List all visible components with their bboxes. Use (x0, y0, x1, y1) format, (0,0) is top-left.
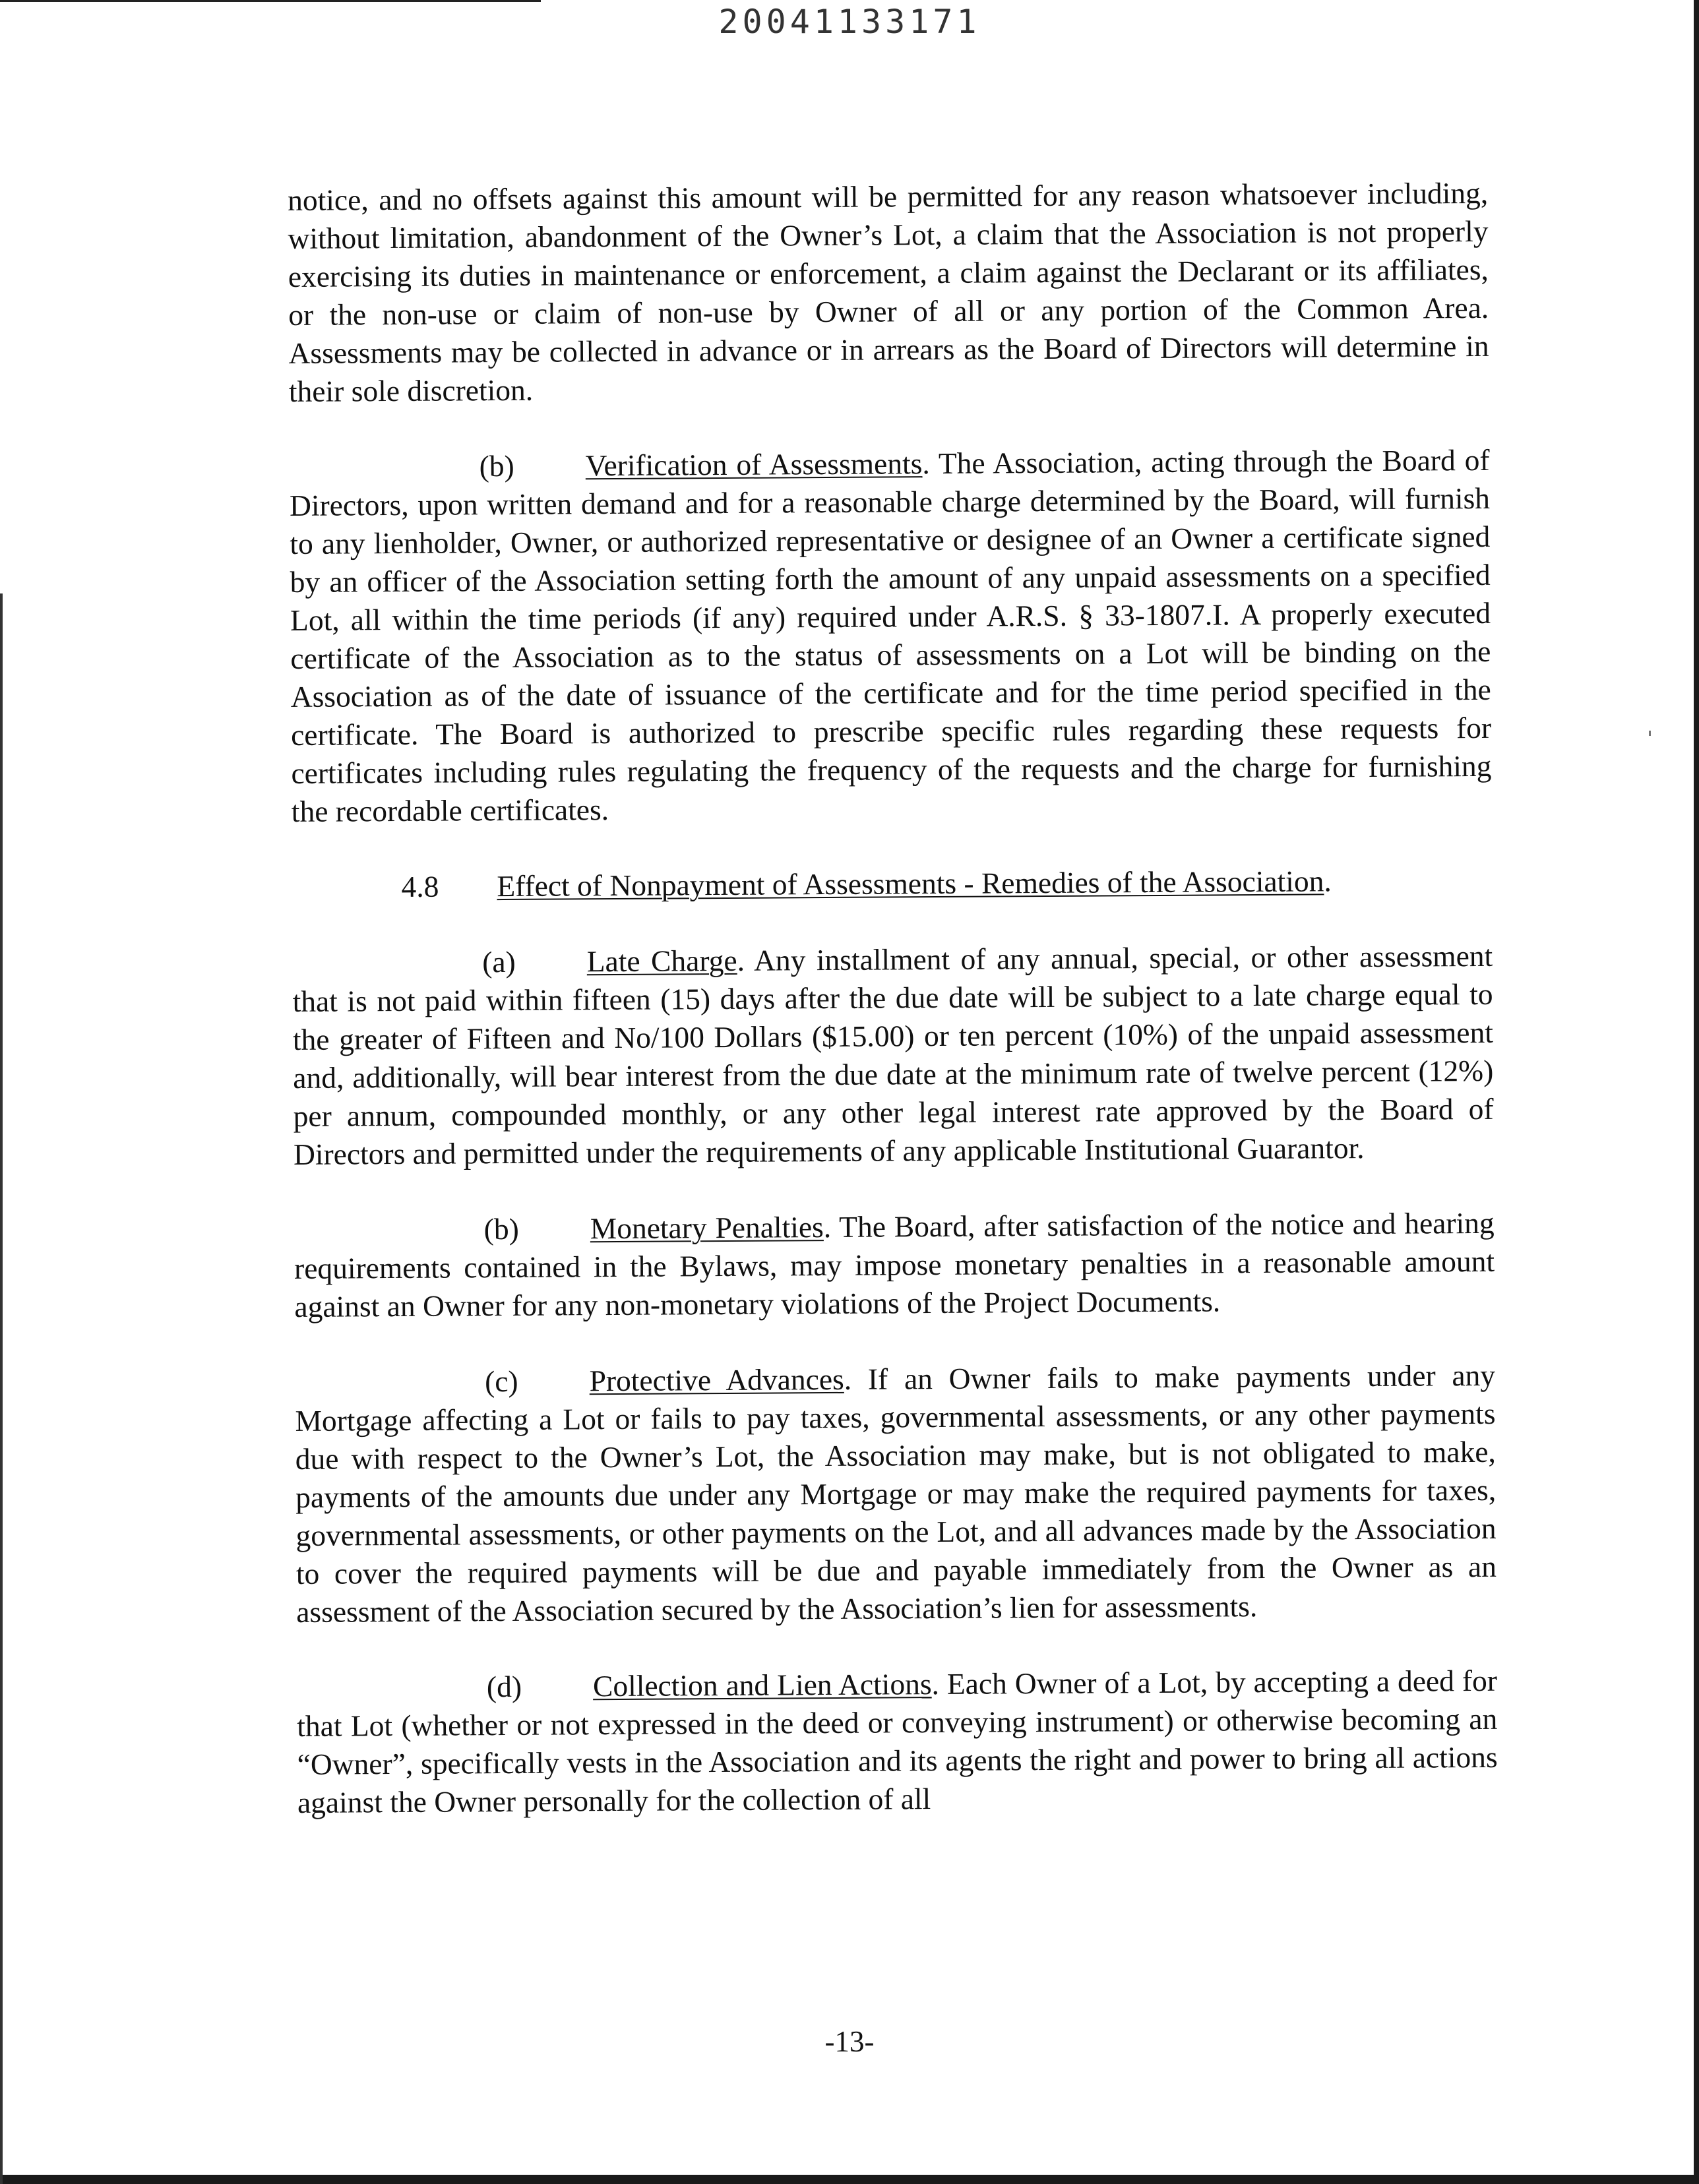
item-heading: Late Charge (586, 943, 737, 979)
paragraph-b-verification (289, 441, 1492, 831)
scan-border-bottom (0, 2175, 1699, 2184)
item-marker: (d) (486, 1669, 522, 1704)
item-marker: (b) (479, 448, 514, 483)
paragraph-text: notice, and no offsets against this amount will be permitted for any reason whatsoever including, without limitation, abandonment of the Owner’s Lot, a claim that the Association is not properly exercising its duties in maintenance or enforcement, a claim against the Declarant or its affiliates, or the non-use or claim of non-use by Owner of all or any portion of the Common Area. Assessments may be collected in advance or in arrears as the Board of Directors will determine in their sole discretion. (288, 175, 1489, 408)
paragraph-a-late-charge (292, 937, 1494, 1174)
document-body (288, 174, 1498, 1860)
section-number: 4.8 (401, 869, 439, 903)
scan-border-left (0, 593, 3, 2184)
page-number: -13- (824, 2025, 875, 2058)
paragraph-text: . Each Owner of a Lot, by accepting a deed for that Lot (whether or not expressed in the deed or conveying instrument) or otherwise becoming an “Owner”, specifically vests in the Association and its agents the right and power to bring all actions against the Owner personally for the collection of all (297, 1663, 1498, 1819)
item-heading: Protective Advances (589, 1362, 844, 1398)
paragraph-text: . The Board, after satisfaction of the notice and hearing requirements contained in the Bylaws, may impose monetary penalties in a reasonable amount against an Owner for any non-monetary violations of the Project Documents. (293, 1205, 1495, 1323)
item-marker: (c) (484, 1364, 518, 1399)
item-marker: (a) (482, 944, 516, 979)
paragraph-text: . The Association, acting through the Board of Directors, upon written demand and for a reasonable charge determined by the Board, will furnish to any lienholder, Owner, or authorized representative or designee of an Owner a certificate signed by an officer of the Association setting forth the amount of any unpaid assessments on a specified Lot, all within the time periods (if any) required under A.R.S. § 33-1807.I. A properly executed certificate of the Association as to the status of assessments on a Lot will be binding on the Association as of the date of issuance of the certificate and for the time period specified in the certificate. The Board is authorized to prescribe specific rules regarding these requests for certificates including rules regulating the frequency of the requests and the charge for furnishing the recordable certificates. (289, 442, 1492, 828)
paragraph-d-collection (297, 1662, 1498, 1822)
document-number: 20041133171 (718, 3, 981, 41)
paragraph-continuation (288, 174, 1489, 411)
paragraph-b-monetary-penalties (294, 1204, 1495, 1326)
section-title: Effect of Nonpayment of Assessments - Remedies of the Association (497, 864, 1324, 903)
item-heading: Verification of Assessments (585, 446, 923, 483)
paragraph-c-protective-advances (295, 1356, 1497, 1631)
item-heading: Collection and Lien Actions (592, 1667, 932, 1703)
section-heading-4-8 (292, 861, 1492, 907)
section-title-suffix: . (1324, 864, 1332, 898)
item-marker: (b) (483, 1211, 519, 1246)
paragraph-text: . If an Owner fails to make payments under any Mortgage affecting a Lot or fails to pay taxes, governmental assessments, or any other payments due with respect to the Owner’s Lot, the Association may make, but is not obligated to make, payments of the amounts due under any Mortgage or may make the required payments for taxes, governmental assessments, or other payments on the Lot, and all advances made by the Association to cover the required payments will be due and payable immediately from the Owner as an assessment of the Association secured by the Association’s lien for assessments. (295, 1358, 1497, 1629)
scan-speck (1649, 731, 1651, 736)
scan-border-right (1694, 0, 1699, 2184)
item-heading: Monetary Penalties (590, 1210, 824, 1246)
paragraph-text: . Any installment of any annual, special, or other assessment that is not paid within fifteen (15) days after the due date will be subject to a late charge equal to the greater of Fifteen and No/100 Dollars ($15.00) or ten percent (10%) of the unpaid assessment and, additionally, will bear interest from the due date at the minimum rate of twelve percent (12%) per annum, compounded monthly, or any other legal interest rate approved by the Board of Directors and permitted under the requirements of any applicable Institutional Guarantor. (292, 938, 1494, 1171)
scan-border-top (0, 0, 541, 2)
